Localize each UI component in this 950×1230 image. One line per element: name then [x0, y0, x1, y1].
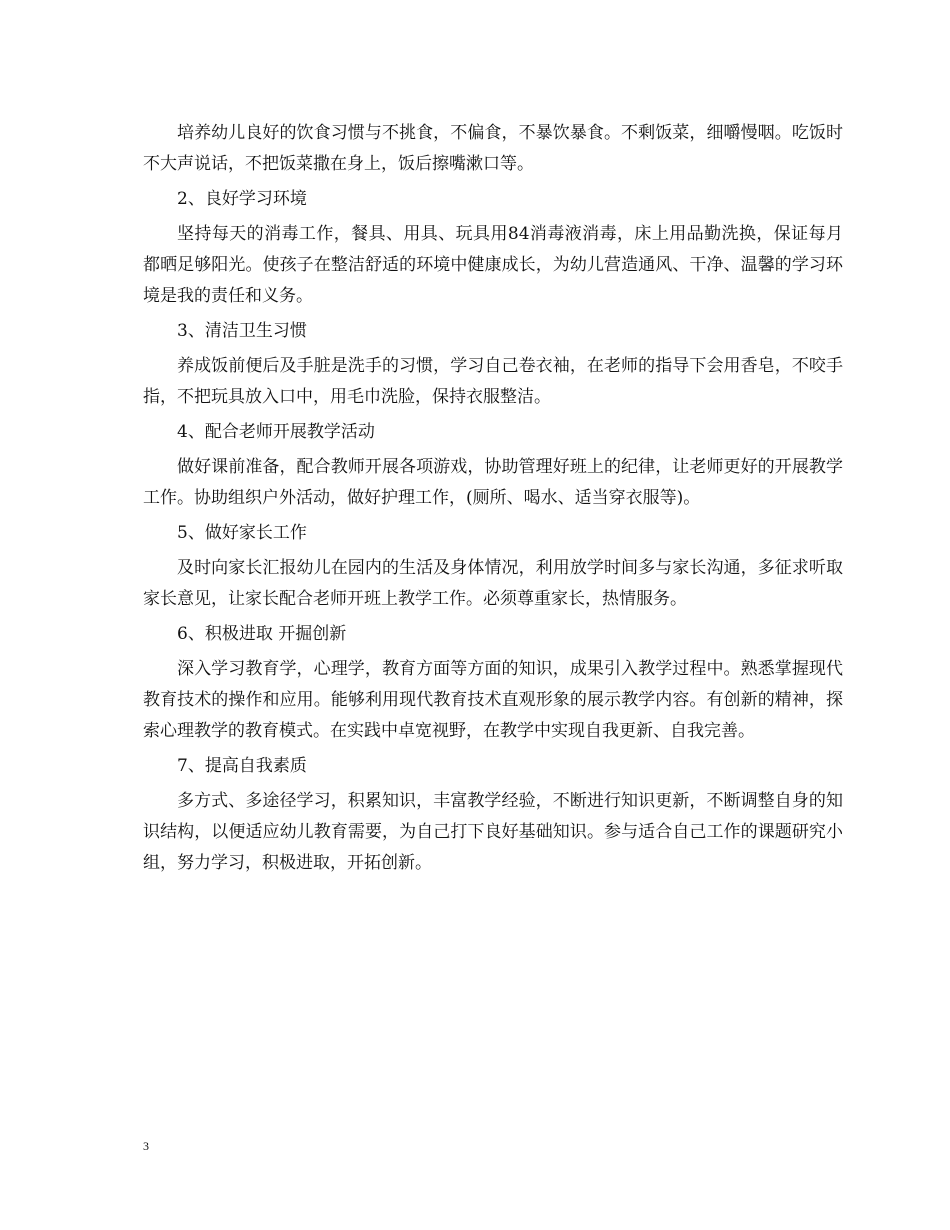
paragraph-self-improvement: 多方式、多途径学习，积累知识，丰富教学经验，不断进行知识更新，不断调整自身的知识结构，以便适应幼儿教育需要，为自己打下良好基础知识。参与适合自己工作的课题研究小组，努力学习，积极进取，开拓创新。: [143, 791, 843, 873]
heading-parent-work: 5、做好家长工作: [177, 523, 307, 543]
heading-hygiene-habits: 3、清洁卫生习惯: [177, 321, 307, 341]
document-body: [143, 118, 843, 883]
heading-self-improvement: 7、提高自我素质: [177, 756, 307, 776]
paragraph-hygiene-habits: 养成饭前便后及手脏是洗手的习惯，学习自己卷衣袖，在老师的指导下会用香皂，不咬手指，不把玩具放入口中，用毛巾洗脸，保持衣服整洁。: [143, 356, 843, 407]
page-number: 3: [143, 1139, 149, 1153]
paragraph-innovation: 深入学习教育学，心理学，教育方面等方面的知识，成果引入教学过程中。熟悉掌握现代教育技术的操作和应用。能够利用现代教育技术直观形象的展示教学内容。有创新的精神，探索心理教学的教育模式。在实践中卓宽视野，在教学中实现自我更新、自我完善。: [143, 659, 843, 741]
paragraph-diet-habits: 培养幼儿良好的饮食习惯与不挑食，不偏食，不暴饮暴食。不剩饭菜，细嚼慢咽。吃饭时不大声说话，不把饭菜撒在身上，饭后擦嘴漱口等。: [143, 123, 843, 174]
paragraph-teaching-activities: 做好课前准备，配合教师开展各项游戏，协助管理好班上的纪律，让老师更好的开展教学工作。协助组织户外活动，做好护理工作，(厕所、喝水、适当穿衣服等)。: [143, 457, 843, 508]
heading-innovation: 6、积极进取 开掘创新: [177, 624, 347, 644]
heading-teaching-activities: 4、配合老师开展教学活动: [177, 422, 375, 442]
paragraph-learning-environment: 坚持每天的消毒工作，餐具、用具、玩具用84消毒液消毒，床上用品勤洗换，保证每月都晒足够阳光。使孩子在整洁舒适的环境中健康成长，为幼儿营造通风、干净、温馨的学习环境是我的责任和义务。: [143, 224, 843, 306]
paragraph-parent-work: 及时向家长汇报幼儿在园内的生活及身体情况，利用放学时间多与家长沟通，多征求听取家长意见，让家长配合老师开班上教学工作。必须尊重家长，热情服务。: [143, 558, 843, 609]
heading-learning-environment: 2、良好学习环境: [177, 189, 307, 209]
